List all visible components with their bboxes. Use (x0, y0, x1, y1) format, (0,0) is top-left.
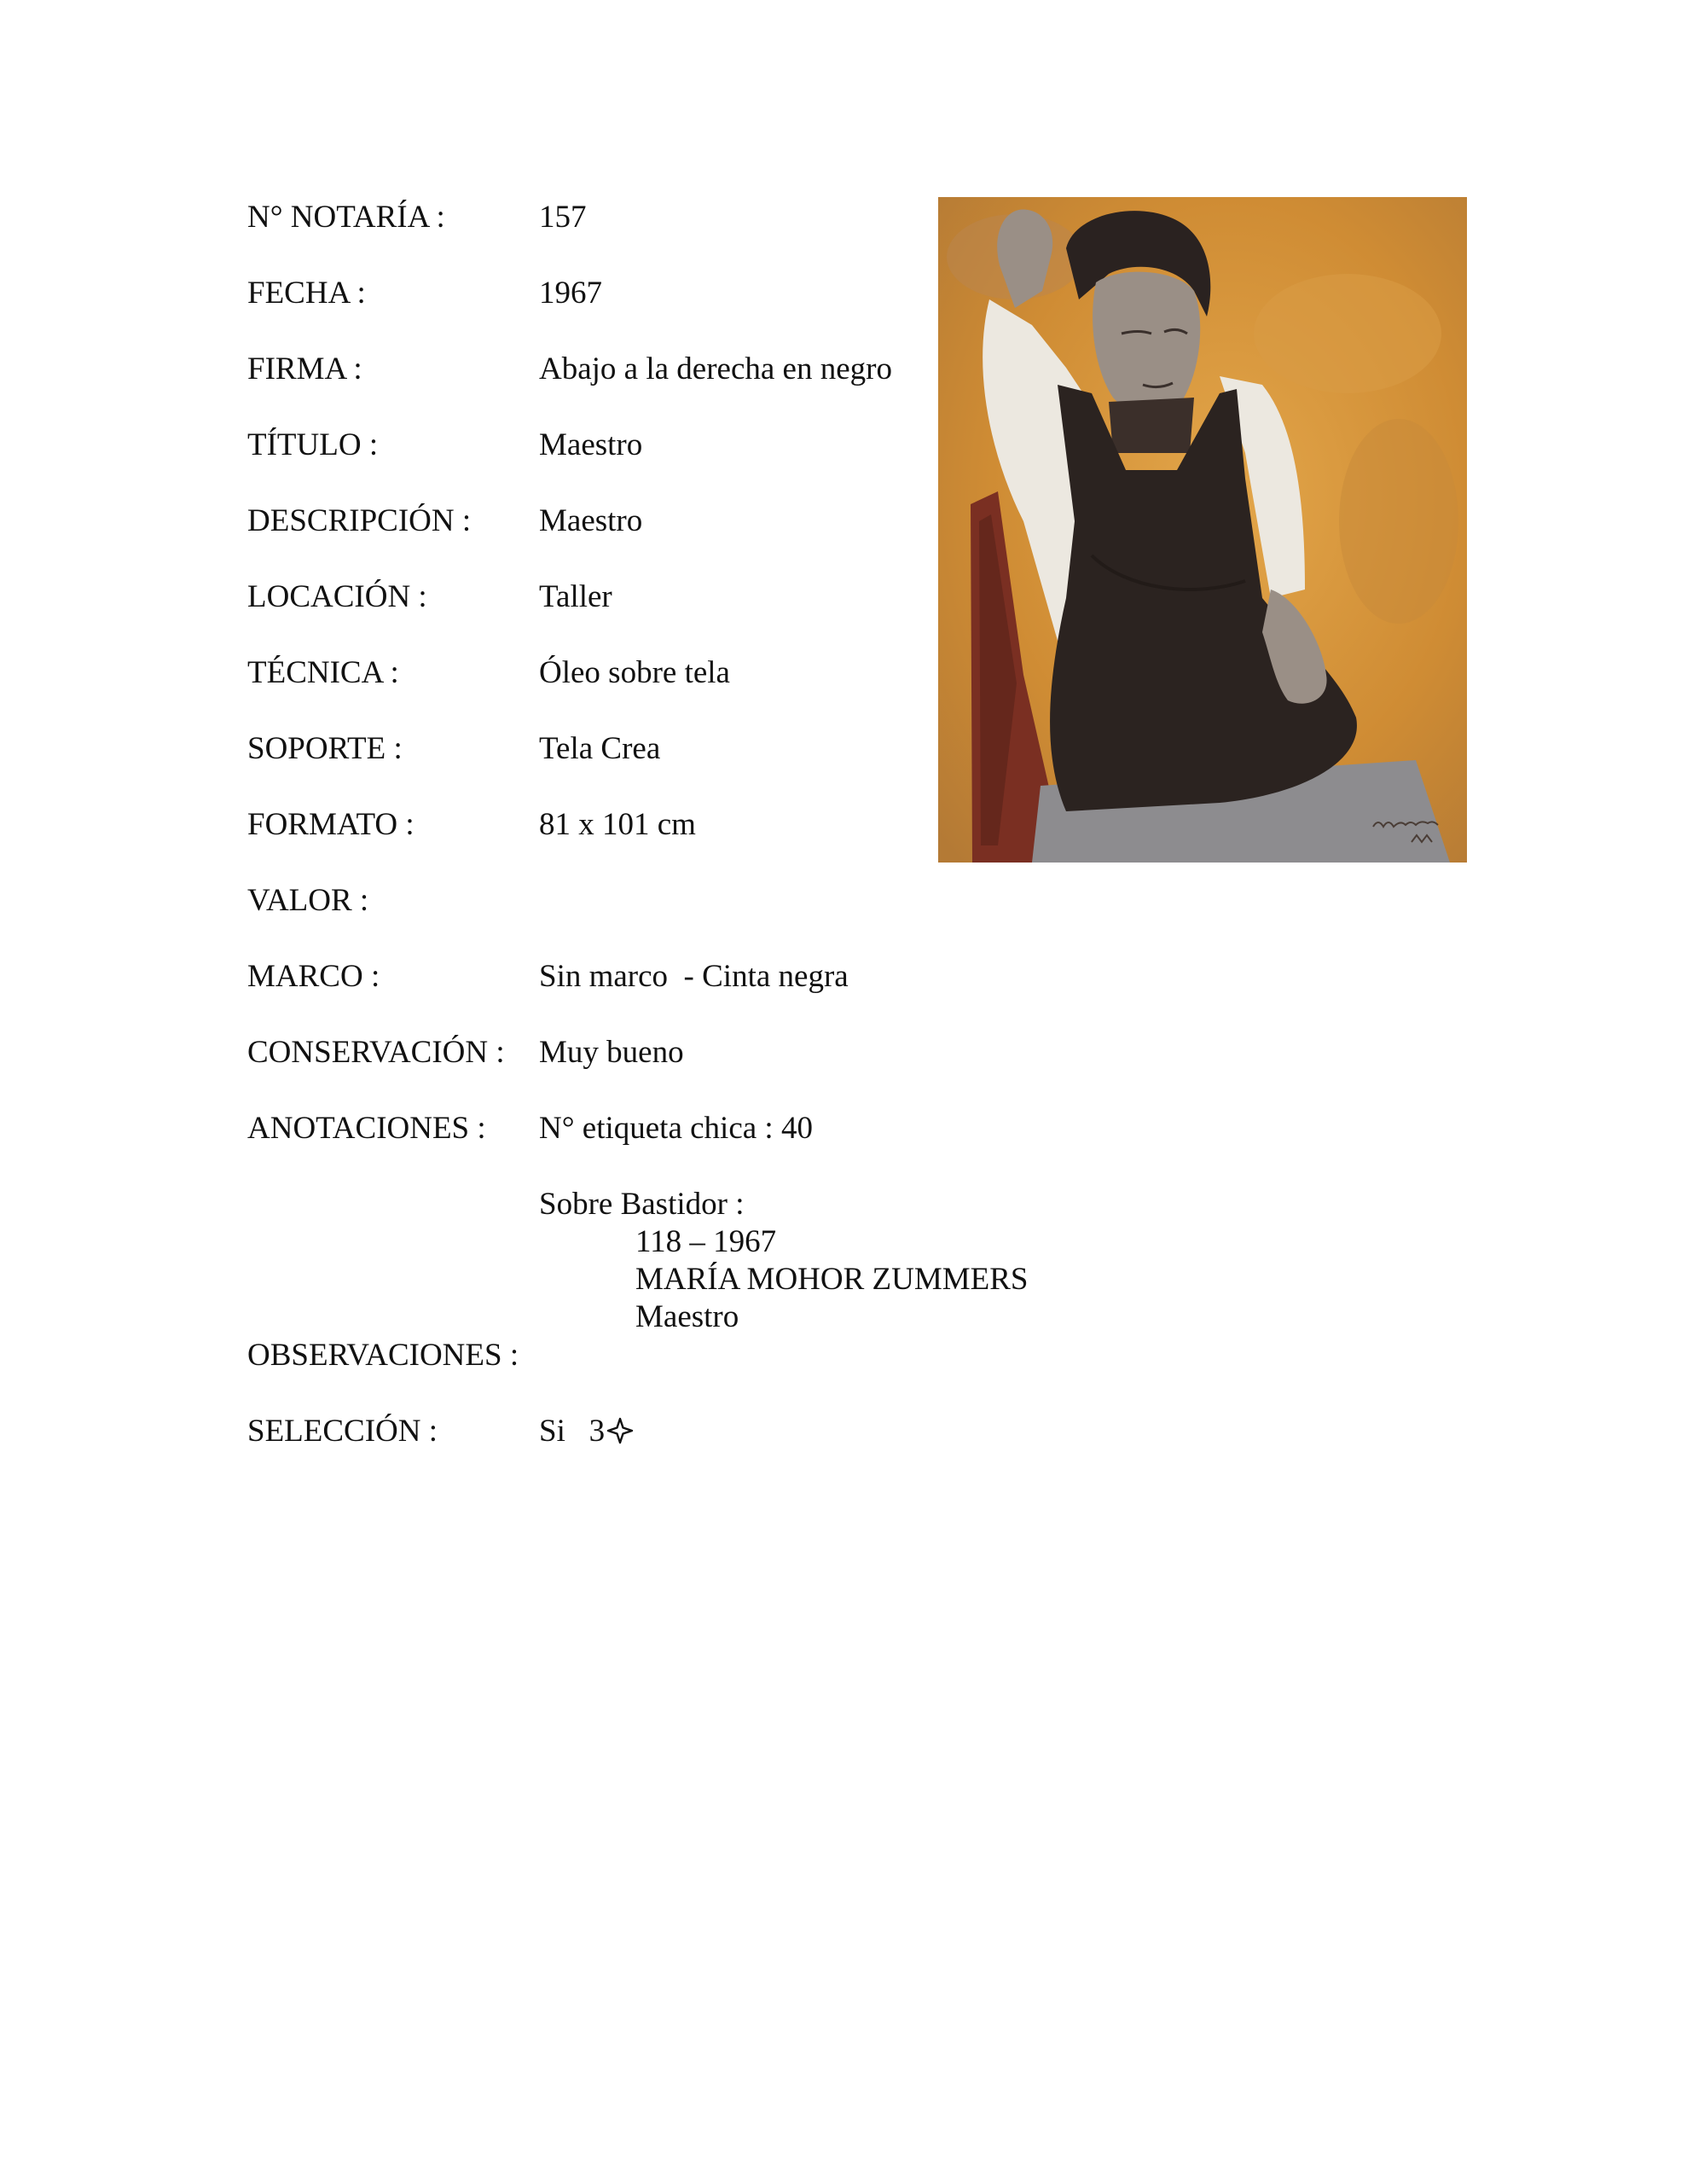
bastidor-line: Maestro (635, 1299, 739, 1334)
bastidor-line: 118 – 1967 (635, 1224, 777, 1259)
field-value (539, 1413, 634, 1450)
bastidor-heading: Sobre Bastidor : (539, 1187, 745, 1222)
field-label: VALOR : (247, 883, 369, 918)
field-value: Sin marco - Cinta negra (539, 959, 849, 994)
four-point-star-outline-icon (606, 1417, 634, 1444)
field-value: Tela Crea (539, 731, 661, 766)
field-value: Óleo sobre tela (539, 655, 730, 690)
field-value: Muy bueno (539, 1035, 684, 1070)
field-seleccion (247, 1413, 606, 1525)
field-value: 1967 (539, 276, 602, 311)
field-label: SELECCIÓN : (247, 1414, 438, 1449)
painting-image (938, 197, 1467, 863)
bastidor-line: MARÍA MOHOR ZUMMERS (635, 1262, 1029, 1297)
field-label: SOPORTE : (247, 731, 403, 766)
field-label: OBSERVACIONES : (247, 1338, 519, 1373)
field-label: FORMATO : (247, 807, 415, 842)
field-value: 157 (539, 200, 587, 235)
field-value: Maestro (539, 427, 643, 462)
field-value: Abajo a la derecha en negro (539, 351, 892, 386)
field-label: LOCACIÓN : (247, 579, 427, 614)
field-value: Taller (539, 579, 612, 614)
field-label: FECHA : (247, 276, 366, 311)
field-label: ANOTACIONES : (247, 1111, 486, 1146)
field-label: TÉCNICA : (247, 655, 399, 690)
field-value: 81 x 101 cm (539, 807, 696, 842)
field-label: FIRMA : (247, 351, 362, 386)
field-label: MARCO : (247, 959, 380, 994)
painting-seated-figure (938, 197, 1467, 863)
seleccion-text: Si 3 (539, 1414, 606, 1449)
field-label: N° NOTARÍA : (247, 200, 445, 235)
field-label: CONSERVACIÓN : (247, 1035, 505, 1070)
field-label: TÍTULO : (247, 427, 379, 462)
field-label: DESCRIPCIÓN : (247, 503, 472, 538)
field-value: N° etiqueta chica : 40 (539, 1111, 813, 1146)
field-value: Maestro (539, 503, 643, 538)
